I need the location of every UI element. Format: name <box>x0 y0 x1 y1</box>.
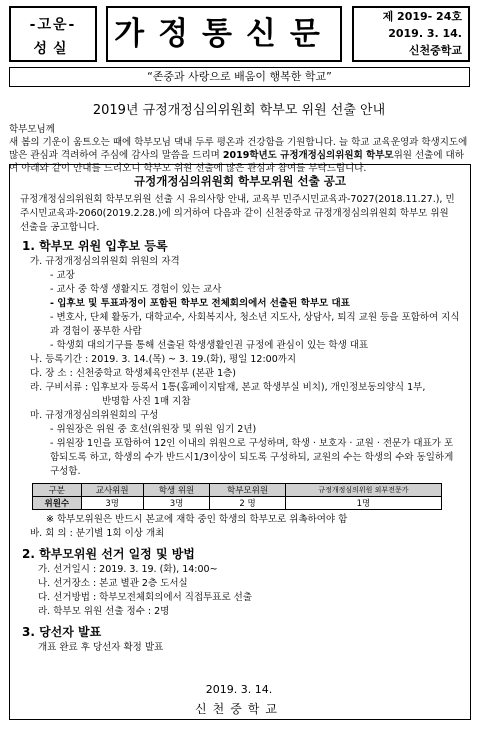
election-item: 라. 학부모 위원 선출 정수 : 2명 <box>38 606 170 617</box>
table-cell: 위원수 <box>33 497 82 510</box>
section-1-title: 1. 학부모 위원 입후보 등록 <box>22 239 168 253</box>
newsletter-title: 가정통신문 <box>106 6 342 62</box>
greeting-text-2: 위원 선출에 대하여 아래와 같이 안내를 드리오니 학부모 위원 선출에 많은 관심과 참여를 부탁드립니다. <box>9 150 464 174</box>
motto-line-1: -고운- <box>29 17 77 33</box>
table-cell: 3명 <box>81 497 143 510</box>
table-cell: 1명 <box>285 497 441 510</box>
section-1-d-cont: 반명함 사진 1매 지참 <box>102 396 191 407</box>
notice-box <box>9 164 471 720</box>
greeting-text-1: 새 봄의 기운이 움트오는 때에 학부모님 댁내 두루 평온과 건강함을 기원합니다. 늘 학교 교육운영과 학생지도에 많은 관심과 격려하여 주심에 감사의 말씀을 드리며 <box>9 137 468 161</box>
composition-item: - 위원장은 위원 중 호선(위원장 및 위원 임기 2년) <box>50 424 257 435</box>
table-header-cell: 학부모위원 <box>210 484 286 497</box>
issue-number: 제 2019- 24호 <box>382 10 462 23</box>
section-1-f: 바. 회 의 : 분기별 1회 이상 개최 <box>30 528 165 539</box>
section-3-title: 3. 당선자 발표 <box>22 625 102 639</box>
salutation: 학부모님께 <box>9 124 55 135</box>
notice-title: 규정개정심의위원회 학부모위원 선출 공고 <box>134 174 346 188</box>
section-1-c: 다. 장 소 : 신천중학교 학생체육안전부 (본관 1층) <box>30 368 237 379</box>
member-composition-table <box>32 483 442 510</box>
signature-date: 2019. 3. 14. <box>205 683 273 696</box>
greeting-text-bold: 2019학년도 규정개정심의위원회 학부모 <box>222 150 394 161</box>
document-title: 2019년 규정개정심의위원회 학부모 위원 선출 안내 <box>92 103 386 118</box>
table-header-cell: 교사위원 <box>81 484 143 497</box>
qualification-item: - 교장 <box>50 270 75 281</box>
issue-school: 신천중학교 <box>408 44 462 57</box>
table-cell: 2 명 <box>210 497 286 510</box>
qualification-item: - 변호사, 단체 활동가, 대학교수, 사회복지사, 청소년 지도사, 상담사, 퇴직 교원 등을 포함하여 지식과 경험이 풍부한 사람 <box>50 312 460 337</box>
section-1-d: 라. 구비서류 : 입후보자 등록서 1통(홈페이지탑재, 본교 학생부실 비치), 개인정보동의양식 1부, <box>30 382 426 393</box>
section-1-b: 나. 등록기간 : 2019. 3. 14.(목) ~ 3. 19.(화), 평일 12:00까지 <box>30 354 297 365</box>
section-2-title: 2. 학부모위원 선거 일정 및 방법 <box>22 547 195 561</box>
issue-info-box <box>352 6 470 62</box>
table-note: ※ 학부모위원은 반드시 본교에 재학 중인 학생의 학부모로 위촉하여야 함 <box>46 514 348 525</box>
table-header-row <box>33 484 442 497</box>
issue-date: 2019. 3. 14. <box>388 27 462 40</box>
qualification-item: - 교사 중 학생 생활지도 경험이 있는 교사 <box>50 284 222 295</box>
section-3-text: 개표 완료 후 당선자 확정 발표 <box>38 642 164 653</box>
election-item: 나. 선거장소 : 본교 별관 2층 도서실 <box>38 578 188 589</box>
notice-intro: 규정개정심의위원회 학부모위원 선출 시 유의사항 안내, 교육부 민주시민교육과-7027(2018.11.27.), 민주시민교육과-2060(2019.2.28.)에 의거하여 다음과 같이 신천중학교 규정개정심의위원회 학부모 위원 선출을 공고합니다. <box>20 194 455 233</box>
qualification-item: - 입후보 및 투표과정이 포함된 학부모 전체회의에서 선출된 학부모 대표 <box>50 298 350 309</box>
section-1-a: 가. 규정개정심의위원회 위원의 자격 <box>30 256 180 267</box>
school-slogan: “존중과 사랑으로 배움이 행복한 학교” <box>9 67 470 87</box>
school-motto-box <box>9 6 97 62</box>
qualification-item: - 학생회 대의기구를 통해 선출된 학생생활인권 규정에 관심이 있는 학생 대표 <box>50 340 369 351</box>
section-1-e: 마. 규정개정심의위원회의 구성 <box>30 410 159 421</box>
election-item: 가. 선거일시 : 2019. 3. 19. (화), 14:00~ <box>38 564 218 575</box>
table-cell: 3명 <box>143 497 210 510</box>
election-item: 다. 선거방법 : 학부모전체회의에서 직접투표로 선출 <box>38 592 253 603</box>
table-header-cell: 구분 <box>33 484 82 497</box>
motto-line-2: 성실 <box>33 41 73 57</box>
composition-item: - 위원장 1인을 포함하여 12인 이내의 위원으로 구성하며, 학생 · 보호자 · 교원 · 전문가 대표가 포함되도록 하고, 학생의 수가 반드시1/3이상이 되도록 구성하되, 교원의 수는 학생의 수와 동일하게 구성함. <box>50 438 454 477</box>
table-header-cell: 규정개정심의위원 외부전문가 <box>285 484 441 497</box>
table-row <box>33 497 442 510</box>
signature-school: 신천중학교 <box>195 702 283 716</box>
table-header-cell: 학생 위원 <box>143 484 210 497</box>
